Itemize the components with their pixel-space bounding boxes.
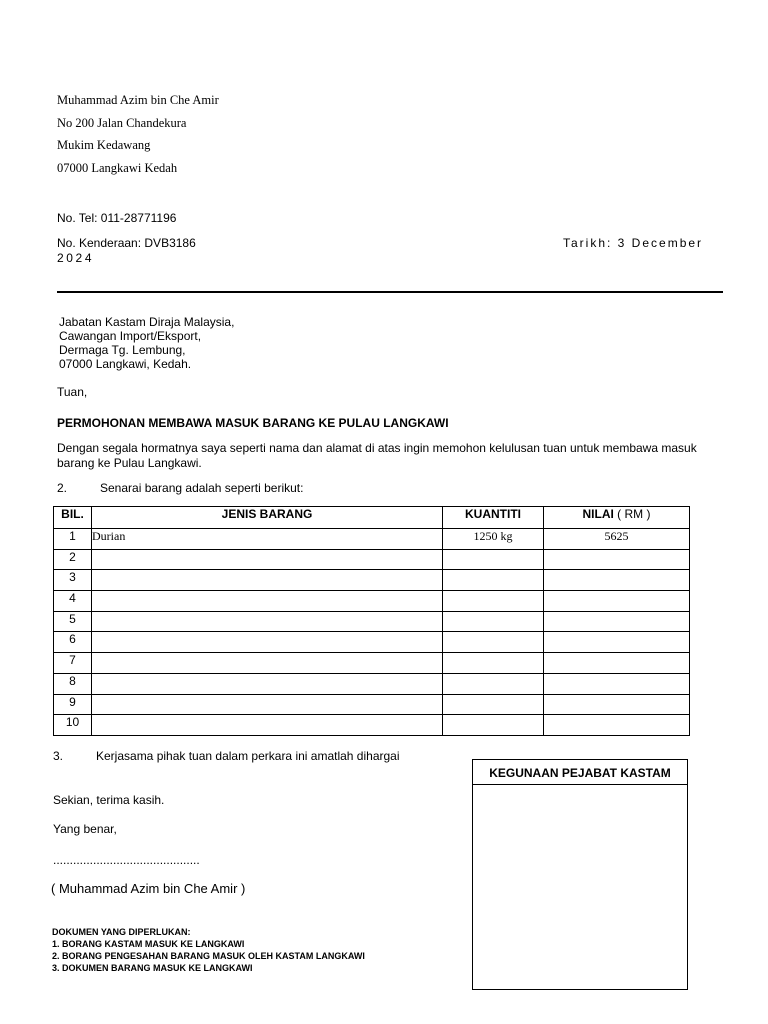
sender-vehicle: No. Kenderaan: DVB3186 <box>57 236 196 250</box>
cell-nilai <box>544 673 690 694</box>
header-jenis-barang: JENIS BARANG <box>92 507 443 529</box>
letter-date: Tarikh: 3 December <box>563 236 704 250</box>
sender-phone: No. Tel: 011-28771196 <box>57 211 177 225</box>
signature-line: ............................................ <box>53 853 200 867</box>
document-item: 2. BORANG PENGESAHAN BARANG MASUK OLEH KASTAM LANGKAWI <box>52 951 365 961</box>
cell-bil: 1 <box>54 529 92 550</box>
cell-jenis-barang <box>92 632 443 653</box>
cell-bil: 10 <box>54 715 92 736</box>
document-item: 3. DOKUMEN BARANG MASUK KE LANGKAWI <box>52 963 253 973</box>
signatory-name: ( Muhammad Azim bin Che Amir ) <box>51 881 246 896</box>
header-bil: BIL. <box>54 507 92 529</box>
cell-bil: 9 <box>54 694 92 715</box>
cell-bil: 5 <box>54 611 92 632</box>
cell-nilai <box>544 715 690 736</box>
item-3-number: 3. <box>53 749 64 763</box>
cell-kuantiti: 1250 kg <box>443 529 544 550</box>
table-row <box>54 549 690 570</box>
table-row <box>54 529 690 550</box>
cell-jenis-barang <box>92 570 443 591</box>
documents-title: DOKUMEN YANG DIPERLUKAN: <box>52 927 191 937</box>
cell-kuantiti <box>443 673 544 694</box>
cell-kuantiti <box>443 715 544 736</box>
cell-nilai <box>544 611 690 632</box>
recipient-line: Dermaga Tg. Lembung, <box>59 343 186 357</box>
sender-address-line: 07000 Langkawi Kedah <box>57 161 178 175</box>
cell-kuantiti <box>443 611 544 632</box>
letter-subject: PERMOHONAN MEMBAWA MASUK BARANG KE PULAU LANGKAWI <box>57 416 449 430</box>
cell-kuantiti <box>443 549 544 570</box>
table-row <box>54 653 690 674</box>
header-nilai-label: NILAI <box>582 507 614 521</box>
cell-bil: 4 <box>54 591 92 612</box>
header-nilai <box>544 507 690 529</box>
table-row <box>54 632 690 653</box>
cell-jenis-barang <box>92 591 443 612</box>
cell-nilai <box>544 653 690 674</box>
sender-name: Muhammad Azim bin Che Amir <box>57 93 219 107</box>
cell-nilai: 5625 <box>544 529 690 550</box>
sender-address-line: Mukim Kedawang <box>57 138 151 152</box>
table-row <box>54 570 690 591</box>
table-row <box>54 715 690 736</box>
table-header-row <box>54 507 690 529</box>
cell-nilai <box>544 632 690 653</box>
cell-nilai <box>544 570 690 591</box>
cell-jenis-barang <box>92 653 443 674</box>
cell-kuantiti <box>443 591 544 612</box>
header-divider <box>57 291 723 293</box>
table-row <box>54 611 690 632</box>
recipient-line: Cawangan Import/Eksport, <box>59 329 202 343</box>
cell-kuantiti <box>443 570 544 591</box>
document-item: 1. BORANG KASTAM MASUK KE LANGKAWI <box>52 939 245 949</box>
table-row <box>54 591 690 612</box>
intro-paragraph: Dengan segala hormatnya saya seperti nama dan alamat di atas ingin memohon kelulusan tuan untuk membawa masuk barang ke Pulau Langkawi. <box>57 441 697 470</box>
item-2-number: 2. <box>57 481 68 495</box>
header-nilai-unit: ( RM ) <box>617 507 651 521</box>
cell-jenis-barang <box>92 549 443 570</box>
office-box-title: KEGUNAAN PEJABAT KASTAM <box>473 760 687 785</box>
cell-bil: 2 <box>54 549 92 570</box>
cell-jenis-barang <box>92 715 443 736</box>
recipient-line: Jabatan Kastam Diraja Malaysia, <box>59 315 235 329</box>
cell-kuantiti <box>443 694 544 715</box>
cell-nilai <box>544 591 690 612</box>
cell-kuantiti <box>443 653 544 674</box>
sender-address-line: No 200 Jalan Chandekura <box>57 116 187 130</box>
item-2-text: Senarai barang adalah seperti berikut: <box>100 481 304 495</box>
cell-jenis-barang <box>92 673 443 694</box>
table-row <box>54 694 690 715</box>
letter-date-year: 2024 <box>57 251 95 265</box>
cell-nilai <box>544 549 690 570</box>
cell-bil: 3 <box>54 570 92 591</box>
cell-jenis-barang <box>92 694 443 715</box>
sign-off: Yang benar, <box>53 822 117 836</box>
header-kuantiti: KUANTITI <box>443 507 544 529</box>
cell-bil: 8 <box>54 673 92 694</box>
customs-office-box <box>472 759 688 990</box>
cell-jenis-barang <box>92 611 443 632</box>
cell-kuantiti <box>443 632 544 653</box>
cell-jenis-barang: Durian <box>92 529 443 550</box>
item-3-text: Kerjasama pihak tuan dalam perkara ini amatlah dihargai <box>96 749 400 763</box>
salutation: Tuan, <box>57 385 88 399</box>
table-row <box>54 673 690 694</box>
recipient-line: 07000 Langkawi, Kedah. <box>59 357 192 371</box>
cell-nilai <box>544 694 690 715</box>
cell-bil: 7 <box>54 653 92 674</box>
cell-bil: 6 <box>54 632 92 653</box>
closing-text: Sekian, terima kasih. <box>53 793 165 807</box>
goods-table <box>53 506 690 736</box>
